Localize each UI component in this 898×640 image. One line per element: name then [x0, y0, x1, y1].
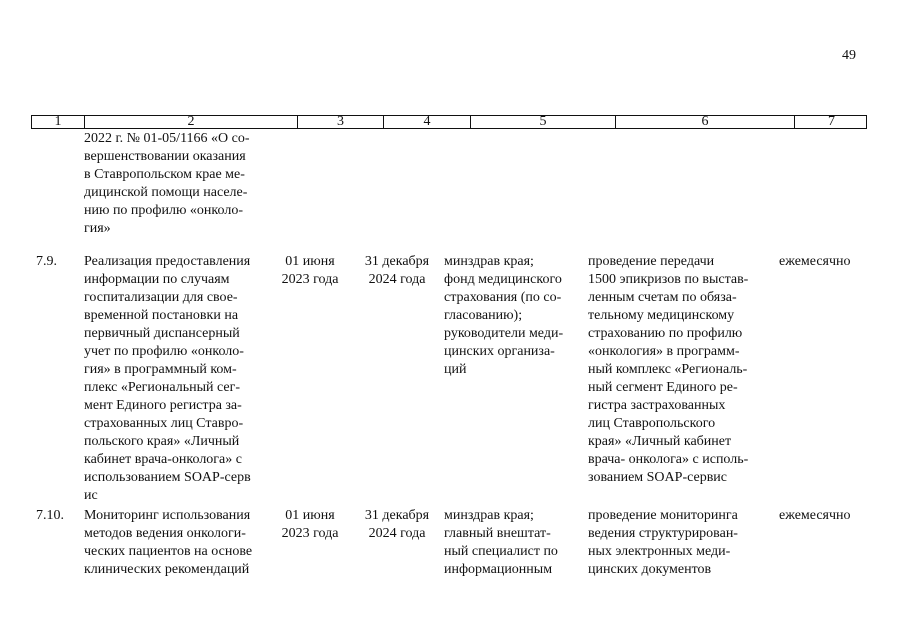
header-col-3: 3	[297, 116, 383, 128]
row-number: 7.9.	[36, 254, 57, 269]
row-start-date: 01 июня 2023 года	[281, 508, 339, 541]
row-number: 7.10.	[36, 508, 64, 523]
row-responsible: минздрав края; фонд медицинского страхования (по со- гласованию); руководители меди- цинских организа- ций	[444, 254, 564, 377]
table-header-row	[31, 115, 867, 129]
row-result: проведение мониторинга ведения структурирован- ных электронных меди- цинских документов	[588, 508, 738, 577]
page-number: 49	[842, 48, 856, 63]
header-col-7: 7	[794, 116, 868, 128]
row-end-date: 31 декабря 2024 года	[364, 508, 430, 541]
header-col-1: 1	[54, 114, 62, 129]
row-end-date: 31 декабря 2024 года	[364, 254, 430, 287]
row-result: проведение передачи 1500 эпикризов по выстав- ленным счетам по обяза- тельному медицинскому страхованию по профилю «онкология» в программ- ный комплекс «Региональ- ный сегмент Единого ре- гистра застрахованных лиц Ставропольского края» «Личный кабинет врача- онколога» с исполь- зованием SOAP-сервис	[588, 254, 749, 485]
header-col-6: 6	[615, 116, 794, 128]
row-description: Реализация предоставления информации по случаям госпитализации для свое- временной постановки на первичный диспансерный учет по профилю «онколо- гия» в программный ком- плекс «Региональный сег- мент Единого регистра за- страхованных лиц Ставро- польского края» «Личный кабинет врача-онколога» с использованием SOAP-серв ис	[84, 254, 251, 503]
row-description: Мониторинг использования методов ведения онкологи- ческих пациентов на основе клинических рекомендаций	[84, 508, 253, 577]
row-start-date: 01 июня 2023 года	[281, 254, 339, 287]
row-responsible: минздрав края; главный внештат- ный специалист по информационным	[444, 508, 558, 577]
row-period: ежемесячно	[779, 254, 851, 269]
row-period: ежемесячно	[779, 508, 851, 523]
header-col-4: 4	[383, 116, 470, 128]
header-col-2: 2	[84, 116, 297, 128]
continuation-description: 2022 г. № 01-05/1166 «О со- вершенствовании оказания в Ставропольском крае ме- дицинской помощи населе- нию по профилю «онколо- гия»	[84, 131, 250, 236]
header-col-5: 5	[470, 116, 615, 128]
